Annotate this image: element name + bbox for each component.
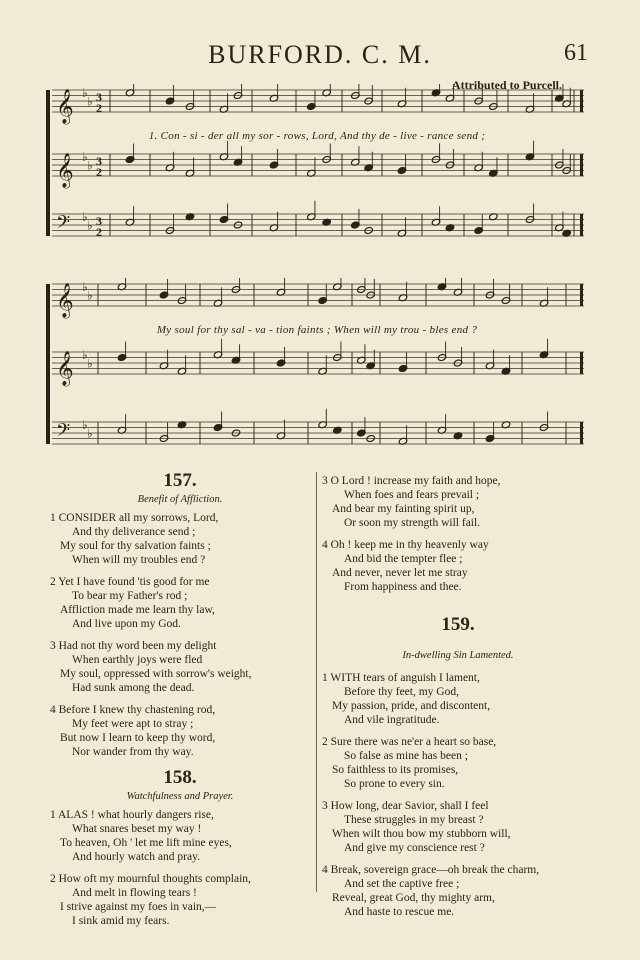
stanza-line: When earthly joys were fled (72, 654, 203, 666)
music-system-2 (46, 278, 588, 458)
stanza-line: My soul for thy salvation faints ; (60, 540, 211, 552)
stanza-line: When wilt thou bow my stubborn will, (332, 828, 511, 840)
stanza-line: 3 Had not thy word been my delight (50, 640, 217, 652)
staff (52, 141, 584, 189)
flat-icon: ♭ (87, 218, 93, 233)
flat-icon: ♭ (82, 210, 88, 225)
hymn-159 (322, 614, 594, 919)
final-bar (580, 90, 583, 112)
hymn-158 (50, 767, 310, 928)
stanza-line: But now I learn to keep thy word, (60, 732, 216, 744)
tune-title: BURFORD. C. M. (208, 40, 432, 69)
treble-clef-icon: 𝄞 (56, 89, 74, 124)
stanza-line: My passion, pride, and discontent, (332, 700, 491, 712)
hymn-157 (50, 470, 310, 759)
stanza (322, 735, 594, 791)
stanza-line: And vile ingratitude. (344, 714, 440, 726)
flat-icon: ♭ (82, 150, 88, 165)
stanza-line: So false as mine has been ; (344, 750, 468, 762)
stanza-line: And never, never let me stray (332, 567, 468, 579)
stanza-line: To heaven, Oh ' let me lift mine eyes, (60, 837, 232, 849)
stanza-line: 3 O Lord ! increase my faith and hope, (322, 475, 501, 487)
treble-clef-icon: 𝄞 (56, 283, 74, 318)
stanza-line: What snares beset my way ! (72, 823, 202, 835)
stanza (322, 799, 594, 855)
final-bar (580, 352, 583, 374)
system-bracket (46, 90, 50, 236)
stanza-line: 3 How long, dear Savior, shall I feel (322, 800, 489, 812)
flat-icon: ♭ (82, 348, 88, 363)
flat-icon: ♭ (82, 86, 88, 101)
flat-icon: ♭ (87, 288, 93, 303)
stanza-line: And bear my fainting spirit up, (332, 503, 475, 515)
time-signature-top: 3 (96, 214, 102, 228)
stanza (322, 474, 594, 530)
stanza-line: Before thy feet, my God, (344, 686, 459, 698)
stanza-line: Affliction made me learn thy law, (60, 604, 215, 616)
time-signature-bottom: 2 (96, 225, 102, 239)
column-divider (316, 472, 317, 892)
stanza-line: These struggles in my breast ? (344, 814, 484, 826)
staff (52, 278, 584, 319)
bass-clef-icon: 𝄢 (56, 420, 71, 446)
hymn-number: 158. (163, 767, 197, 788)
staff (52, 339, 584, 387)
time-signature-bottom: 2 (96, 165, 102, 179)
stanza-line: So prone to every sin. (344, 778, 445, 790)
stanza-line: From happiness and thee. (344, 581, 462, 593)
final-bar (580, 214, 583, 236)
flat-icon: ♭ (87, 158, 93, 173)
composer-attribution: Attributed to Purcell. (451, 78, 562, 92)
hymn-number: 157. (163, 470, 197, 491)
hymn-subtitle: Benefit of Affliction. (137, 494, 223, 505)
stanza-line: And set the captive free ; (344, 878, 460, 890)
system-bracket (46, 284, 50, 444)
stanza-line: My feet were apt to stray ; (72, 718, 194, 730)
stanza-line: So faithless to its promises, (332, 764, 459, 776)
stanza-line: 4 Before I knew thy chastening rod, (50, 704, 216, 716)
sheet-music-system-1 (46, 84, 588, 254)
stanza-line: 2 How oft my mournful thoughts complain, (50, 873, 251, 885)
stanza-line: Had sunk among the dead. (72, 682, 195, 694)
hymn-subtitle: In-dwelling Sin Lamented. (402, 650, 514, 661)
right-column (322, 474, 594, 927)
stanza (50, 639, 310, 695)
lyrics-line-2: My soul for thy sal - va - tion faints ; When will my trou - bles end ? (156, 324, 478, 336)
hymn-subtitle: Watchfulness and Prayer. (126, 791, 234, 802)
stanza-line: 2 Sure there was ne'er a heart so base, (322, 736, 497, 748)
music-system-1 (46, 84, 588, 254)
staff (52, 201, 584, 239)
stanza (50, 511, 310, 567)
stanza-line: Or soon my strength will fail. (344, 517, 481, 529)
time-signature-top: 3 (96, 90, 102, 104)
final-bar (580, 422, 583, 444)
stanza-line: Nor wander from thy way. (72, 746, 194, 758)
final-bar (580, 284, 583, 306)
time-signature-top: 3 (96, 154, 102, 168)
stanza-line: And haste to rescue me. (344, 906, 455, 918)
stanza-line: 4 Oh ! keep me in thy heavenly way (322, 539, 489, 551)
stanza-line: And live upon my God. (72, 618, 181, 630)
sheet-music-system-2 (46, 278, 588, 458)
stanza-line: When will my troubles end ? (72, 554, 206, 566)
stanza (50, 575, 310, 631)
stanza (50, 703, 310, 759)
stanza-line: And give my conscience rest ? (344, 842, 485, 854)
stanza-line: And melt in flowing tears ! (72, 887, 197, 899)
stanza-line: To bear my Father's rod ; (72, 590, 188, 602)
stanza-line: Reveal, great God, thy mighty arm, (332, 892, 495, 904)
stanza-line: And thy deliverance send ; (72, 526, 196, 538)
hymn-158-continued (322, 474, 594, 594)
stanza (322, 863, 594, 919)
bass-clef-icon: 𝄢 (56, 212, 71, 238)
stanza-line: When foes and fears prevail ; (344, 489, 480, 501)
stanza-line: And bid the tempter flee ; (344, 553, 463, 565)
staff (52, 84, 584, 125)
left-column (50, 470, 310, 936)
flat-icon: ♭ (82, 418, 88, 433)
stanza (322, 538, 594, 594)
stanza-line: 2 Yet I have found 'tis good for me (50, 576, 210, 588)
stanza-line: My soul, oppressed with sorrow's weight, (60, 668, 252, 680)
stanza (50, 872, 310, 928)
stanza-line: I sink amid my fears. (72, 915, 170, 927)
time-signature-bottom: 2 (96, 101, 102, 115)
final-bar (580, 154, 583, 176)
treble-clef-icon: 𝄞 (56, 153, 74, 188)
treble-clef-icon: 𝄞 (56, 351, 74, 386)
stanza-line: I strive against my foes in vain,— (60, 901, 217, 913)
stanza (322, 671, 594, 727)
staff (52, 409, 584, 446)
stanza-line: 4 Break, sovereign grace—oh break the charm, (322, 864, 540, 876)
stanza-line: 1 CONSIDER all my sorrows, Lord, (50, 512, 219, 524)
stanza-line: And hourly watch and pray. (72, 851, 200, 863)
stanza-line: 1 WITH tears of anguish I lament, (322, 672, 480, 684)
flat-icon: ♭ (87, 356, 93, 371)
flat-icon: ♭ (87, 426, 93, 441)
page-number: 61 (564, 40, 588, 66)
lyrics-line-1: 1. Con - si - der all my sor - rows, Lord, And thy de - live - rance send ; (148, 130, 486, 142)
flat-icon: ♭ (87, 94, 93, 109)
hymn-number: 159. (441, 614, 475, 635)
flat-icon: ♭ (82, 280, 88, 295)
stanza-line: 1 ALAS ! what hourly dangers rise, (50, 809, 214, 821)
stanza (50, 808, 310, 864)
